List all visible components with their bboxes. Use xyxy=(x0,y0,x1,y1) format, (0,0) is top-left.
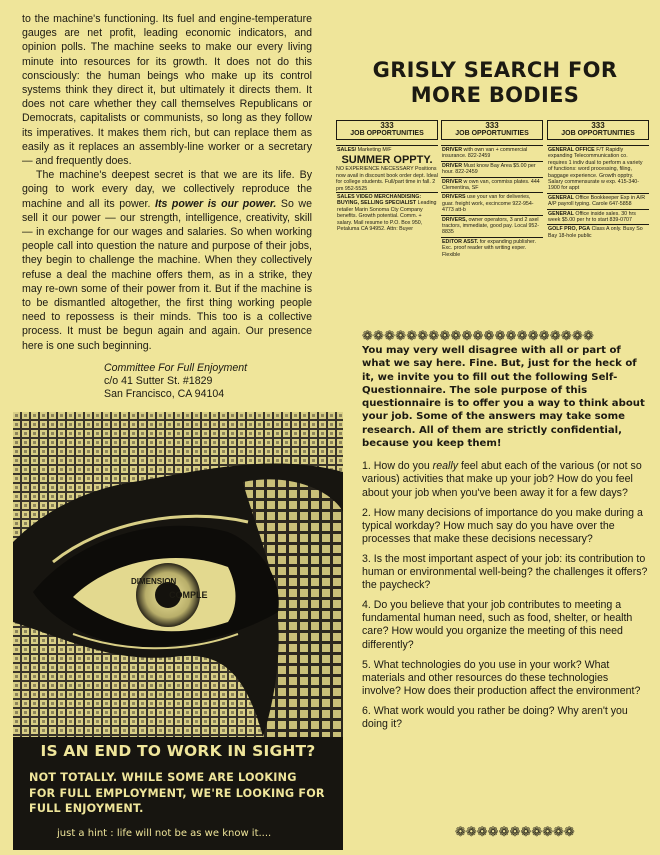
question-item: 6. What work would you rather be doing? Why aren't you doing it? xyxy=(362,704,628,730)
advertisement-box xyxy=(13,412,343,850)
classified-column xyxy=(547,120,649,290)
signature-block xyxy=(104,362,247,401)
ad-text: Class A only. Busy So Bay 18-hole public xyxy=(548,226,643,239)
emphasis-text: Its power is our power. xyxy=(155,197,277,210)
question-item: 5. What technologies do you use in your work? What materials and other resources do these technologies involve? How does their production affect the environment? xyxy=(362,658,641,697)
ad-title: GOLF PRO, PGA xyxy=(548,226,591,233)
ad-title: SALES/ xyxy=(337,147,357,153)
classified-ad xyxy=(441,237,543,259)
classified-number: 333 xyxy=(485,121,499,130)
clipping-headline xyxy=(345,58,645,108)
classified-ad xyxy=(441,145,543,161)
ad-headline: IS AN END TO WORK IN SIGHT? xyxy=(40,742,316,760)
ad-text: with own van + commercial insurance. 822-2459 xyxy=(442,147,528,160)
classified-ad xyxy=(547,145,649,193)
classified-column xyxy=(336,120,438,290)
ad-text: Office Bookkeeper Exp in A/R A/P payroll typing. Carole 647-5858 xyxy=(548,194,646,208)
headline-line: GRISLY SEARCH FOR xyxy=(372,58,618,82)
ad-hint: just a hint : life will not be as we know it.... xyxy=(57,828,272,839)
ad-title: DRIVERS, xyxy=(442,216,468,223)
ad-title: GENERAL xyxy=(548,194,574,201)
ad-title: DRIVER xyxy=(442,162,463,169)
classified-header xyxy=(441,120,543,140)
star-divider: ❁❁❁❁❁❁❁❁❁❁❁❁❁❁❁❁❁❁❁❁❁ xyxy=(362,328,595,343)
classified-ad xyxy=(336,154,438,166)
classified-ad xyxy=(336,166,438,192)
ad-title: SALES VIDEO MERCHANDISING: BUYING, SELLING SPECIALIST xyxy=(337,194,422,207)
ad-body-line: NOT TOTALLY. WHILE SOME ARE LOOKING xyxy=(29,771,297,784)
ad-title: GENERAL OFFICE xyxy=(548,147,595,153)
ad-title: DRIVER xyxy=(442,178,463,185)
eye-art xyxy=(13,412,343,737)
classified-ad xyxy=(441,161,543,177)
essay-paragraph xyxy=(22,168,312,353)
ad-text: for expanding publisher. Exc. proof reader with writing exper. Flexible xyxy=(442,238,536,258)
ad-title: DRIVERS xyxy=(442,194,466,201)
ad-title: EDITOR ASST. xyxy=(442,238,479,245)
question-emphasis: really xyxy=(432,460,458,473)
classified-column xyxy=(441,120,543,290)
signature-org: Committee For Full Enjoyment xyxy=(104,362,248,374)
ad-body-line: FULL ENJOYMENT. xyxy=(29,802,144,815)
eye-reflection-text: DIMENSION xyxy=(131,577,177,586)
essay-text: So we sell it our power — our strength, intelligence, creativity, skill — in exchange for our wages and salaries. So when working people call into question the nature and purpose of their jobs, they begin to challenge the machine. When they collectively refuse a deal the machine offers them, as in a strike, they may re-own some of their power from it. But if the machine is to be dismantled altogether, the first thing working people need to repossess is their minds. This too is a collective process. It must be begun again and again. Our presence here is one such beginning. xyxy=(22,197,312,352)
ad-text: Leading retailer Marin Sonoma Cty Company benefits. Growth potential. Comm. + salary. Mail resume to P.O. Box 950, Petaluma CA 94952. Attn: Buyer xyxy=(337,200,437,233)
classified-number: 333 xyxy=(380,121,394,130)
ad-text: Marketing M/F xyxy=(357,147,392,153)
ad-text: Office inside sales. 30 hrs week $5.00 per hr to start 839-0707 xyxy=(548,210,636,224)
ad-text: F/T Rapidly expanding Telecommunication co. requires 1 indiv dual to perform a variety of functions: word processing, filing, baggage experience. Growth opptry. Salary commensurate w exp. 415-340-1900 for appt xyxy=(548,147,643,192)
classified-header xyxy=(336,120,438,140)
question-item xyxy=(362,460,648,499)
ad-text: NO EXPERIENCE NECESSARY Positions now avail in discount book order dept. Ideal for college students. Full/part time in fall. 2 pm 952-5525 xyxy=(336,166,438,192)
classified-ad xyxy=(547,224,649,240)
essay-paragraph: to the machine's functioning. Its fuel and engine-temperature gauges are net profit, leading economic indicators, and opinion polls. The machine seeks to make our every living minute into resources for its growth. It does not do this consciously: the human beings who make up its control systems think they direct it, but ultimately it directs them. It does not care whether they call themselves Republicans or Democrats, capitalists or communists, so long as they follow its imperatives. It makes them rich, but can replace them as easily as it replaces an assembly-line worker or a secretary — and frequently does. xyxy=(22,13,312,168)
question-text: 1. How do you xyxy=(362,460,433,473)
eye-illustration xyxy=(13,412,343,737)
classified-ad xyxy=(441,177,543,193)
ad-text: owner operators, 3 and 2 axel tractors, immediate, good pay. Local 952-8835 xyxy=(442,216,540,236)
classified-number: 333 xyxy=(591,121,605,130)
eye-reflection-text: COMPLE xyxy=(169,590,208,600)
classified-ads xyxy=(336,120,649,290)
signature-address-line: San Francisco, CA 94104 xyxy=(104,388,225,400)
question-item: 2. How many decisions of importance do you make during a typical workday? How much say do you have over the processes that make these decisions necessary? xyxy=(362,506,643,545)
classified-ad xyxy=(547,193,649,209)
ad-body xyxy=(29,770,339,817)
headline-line: MORE BODIES xyxy=(410,83,580,107)
ad-text: w own van, commiss plates. 444 Clementina, SF xyxy=(442,178,540,192)
ad-title: DRIVER xyxy=(442,147,463,153)
question-item: 3. Is the most important aspect of your job: its contribution to human or environmental well-being? the challenges it offers? the paycheck? xyxy=(362,552,648,592)
classified-ad xyxy=(336,145,438,154)
ad-title: SUMMER OPPTY. xyxy=(341,154,433,167)
classified-ad xyxy=(441,192,543,214)
classified-ad xyxy=(547,209,649,225)
question-item: 4. Do you believe that your job contributes to meeting a fundamental human need, such as food, shelter, or health care? How would you organize the meeting of this need differently? xyxy=(362,599,633,651)
classified-label: JOB OPPORTUNITIES xyxy=(455,130,529,137)
essay-column xyxy=(22,12,312,353)
ad-body-line: FOR FULL EMPLOYMENT, WE'RE LOOKING FOR xyxy=(29,786,325,800)
questionnaire-intro: You may very well disagree with all or part of what we say here. Fine. But, just for the heck of it, we invite you to fill out the following Self-Questionnaire. The sole purpose of this questionnaire is to offer you a way to think about your job. Some of the answers may take some research. All of them are strictly confidential, because you keep them! xyxy=(362,345,645,450)
essay-text: The machine's deepest secret is that we are its life. By going to work every day, we collectively reproduce the machine and all its power. xyxy=(22,169,312,210)
classified-label: JOB OPPORTUNITIES xyxy=(350,130,424,137)
self-questionnaire xyxy=(362,344,648,731)
ad-title: GENERAL xyxy=(548,210,574,217)
classified-header xyxy=(547,120,649,140)
ad-text: use your van for deliveries, guar. freight work, excincome 922-954-4773 att-b xyxy=(442,194,534,214)
classified-ad xyxy=(336,192,438,233)
ad-text: Must know Bay Area $5.00 per hour. 822-2459 xyxy=(442,162,536,176)
classified-ad xyxy=(441,215,543,237)
question-text: feel abut each of the various (or not so various) activities that make up your job? How do you feel about your job when you've been away it for a few days? xyxy=(362,460,642,499)
classified-label: JOB OPPORTUNITIES xyxy=(561,130,635,137)
star-divider: ❁❁❁❁❁❁❁❁❁❁❁ xyxy=(455,824,575,839)
signature-address-line: c/o 41 Sutter St. #1829 xyxy=(104,375,213,387)
